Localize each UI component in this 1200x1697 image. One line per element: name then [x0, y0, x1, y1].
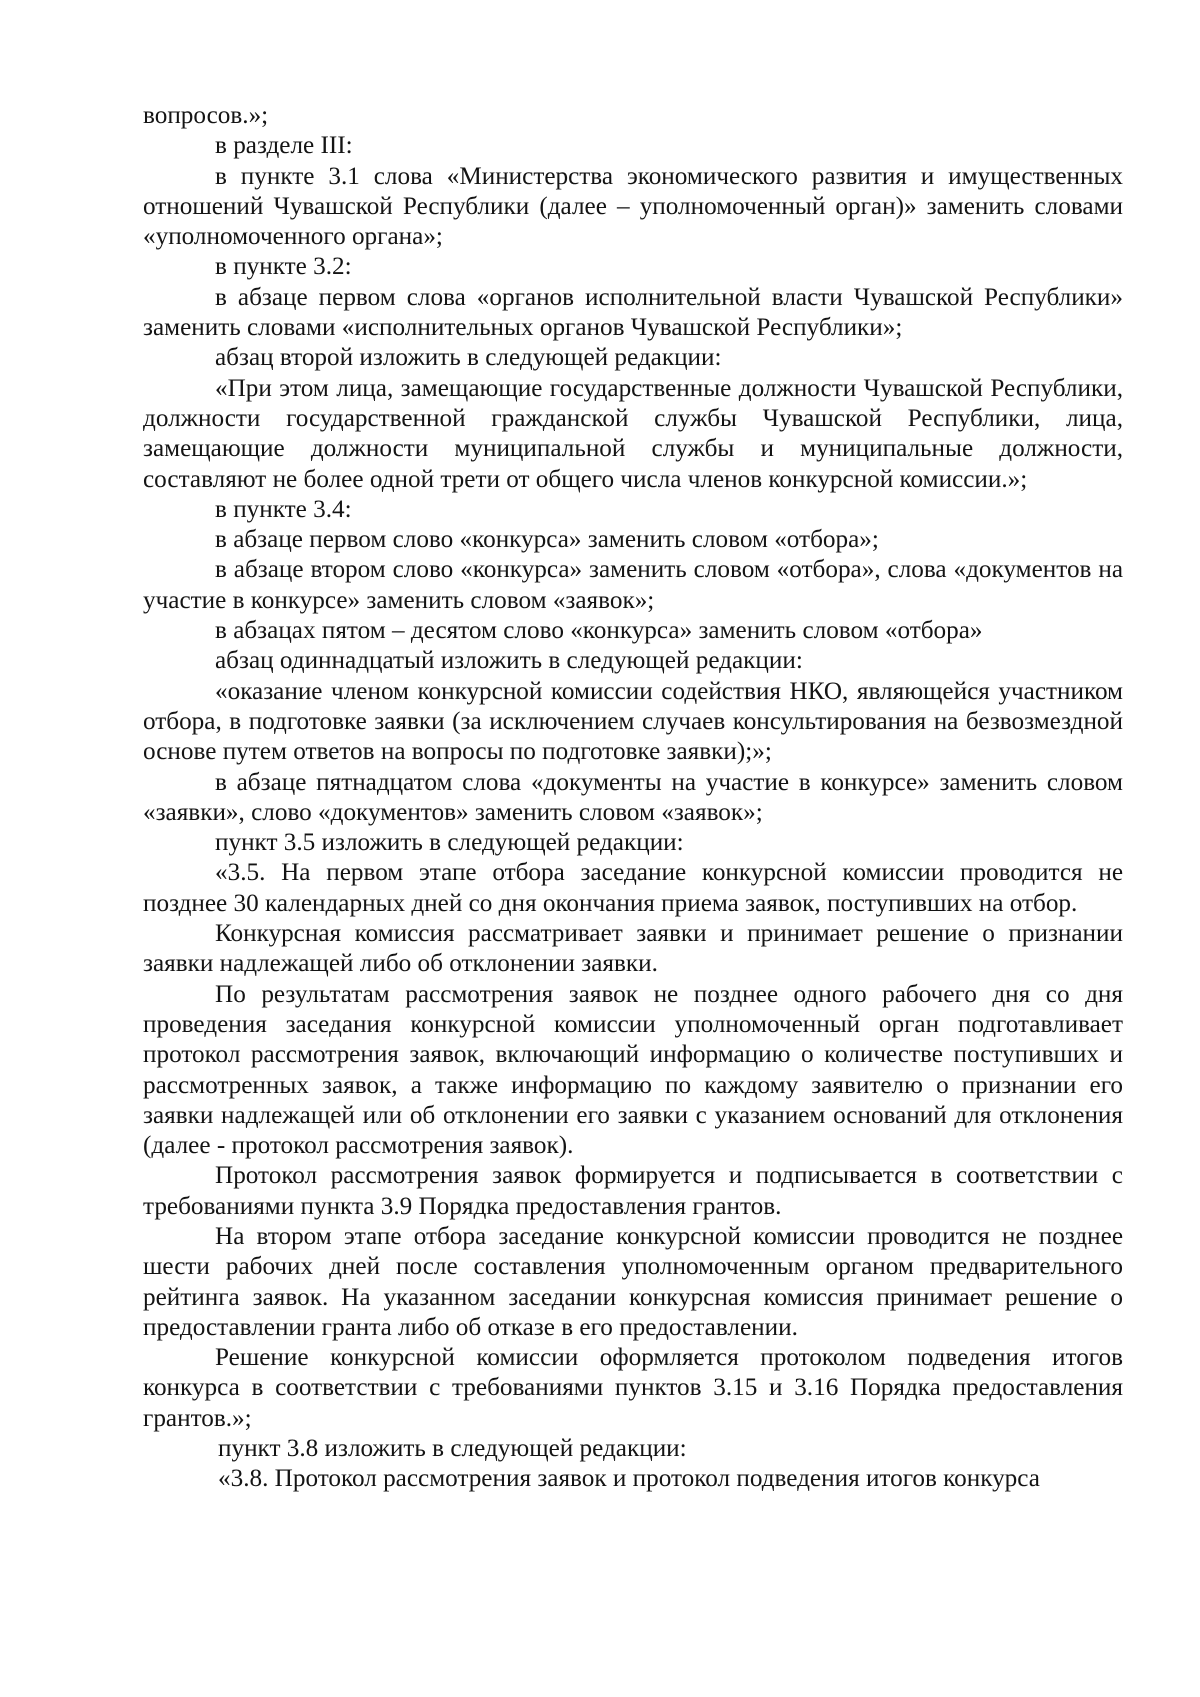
paragraph: вопросов.»;	[143, 102, 269, 129]
paragraph: На втором этапе отбора заседание конкурсной комиссии проводится не позднее шести рабочих дней после составления уполномоченным органом предварительного рейтинга заявок. На указанном заседании конкурсная комиссия принимает решение о предоставлении гранта либо об отказе в его предоставлении.	[143, 1222, 1123, 1341]
paragraph: в пункте 3.2:	[215, 253, 352, 281]
paragraph: в абзаце первом слова «органов исполнительной власти Чувашской Республики» заменить словами «исполнительных органов Чувашской Республики»;	[143, 283, 1123, 342]
paragraph: «3.5. На первом этапе отбора заседание конкурсной комиссии проводится не позднее 30 календарных дней со дня окончания приема заявок, поступивших на отбор.	[143, 859, 1123, 917]
paragraph: пункт 3.5 изложить в следующей редакции:	[215, 829, 684, 857]
paragraph: в абзаце первом слово «конкурса» заменить словом «отбора»;	[215, 526, 879, 554]
document-body	[143, 101, 1123, 1495]
paragraph: в пункте 3.4:	[215, 495, 352, 523]
paragraph: в пункте 3.1 слова «Министерства экономического развития и имущественных отношений Чувашской Республики (далее – уполномоченный орган)» заменить словами «уполномоченного органа»;	[143, 162, 1123, 251]
paragraph: По результатам рассмотрения заявок не позднее одного рабочего дня со дня проведения заседания конкурсной комиссии уполномоченный орган подготавливает протокол рассмотрения заявок, включающий информацию о количестве поступивших и рассмотренных заявок, а также информацию по каждому заявителю о признании его заявки надлежащей или об отклонении его заявки с указанием оснований для отклонения (далее - протокол рассмотрения заявок).	[143, 980, 1123, 1160]
paragraph: абзац одиннадцатый изложить в следующей редакции:	[215, 647, 803, 675]
paragraph: абзац второй изложить в следующей редакции:	[215, 344, 722, 372]
paragraph: пункт 3.8 изложить в следующей редакции:	[218, 1435, 687, 1463]
paragraph: в абзаце втором слово «конкурса» заменить словом «отбора», слова «документов на участие в конкурсе» заменить словом «заявок»;	[143, 556, 1123, 614]
paragraph: в разделе III:	[215, 132, 353, 160]
paragraph: Решение конкурсной комиссии оформляется протоколом подведения итогов конкурса в соответствии с требованиями пунктов 3.15 и 3.16 Порядка предоставления грантов.»;	[143, 1344, 1123, 1432]
paragraph: «При этом лица, замещающие государственные должности Чувашской Республики, должности государственной гражданской службы Чувашской Республики, лица, замещающие должности муниципальной службы и муниципальные должности, составляют не более одной трети от общего числа членов конкурсной комиссии.»;	[143, 374, 1123, 493]
paragraph: Конкурсная комиссия рассматривает заявки и принимает решение о признании заявки надлежащей либо об отклонении заявки.	[143, 920, 1123, 978]
paragraph: «3.8. Протокол рассмотрения заявок и протокол подведения итогов конкурса	[218, 1465, 1040, 1493]
paragraph: в абзаце пятнадцатом слова «документы на участие в конкурсе» заменить словом «заявки», слово «документов» заменить словом «заявок»;	[143, 768, 1123, 826]
paragraph: «оказание членом конкурсной комиссии содействия НКО, являющейся участником отбора, в подготовке заявки (за исключением случаев консультирования на безвозмездной основе путем ответов на вопросы по подготовке заявки);»;	[143, 677, 1123, 766]
paragraph: в абзацах пятом – десятом слово «конкурса» заменить словом «отбора»	[215, 617, 983, 645]
paragraph: Протокол рассмотрения заявок формируется и подписывается в соответствии с требованиями пункта 3.9 Порядка предоставления грантов.	[143, 1162, 1123, 1220]
